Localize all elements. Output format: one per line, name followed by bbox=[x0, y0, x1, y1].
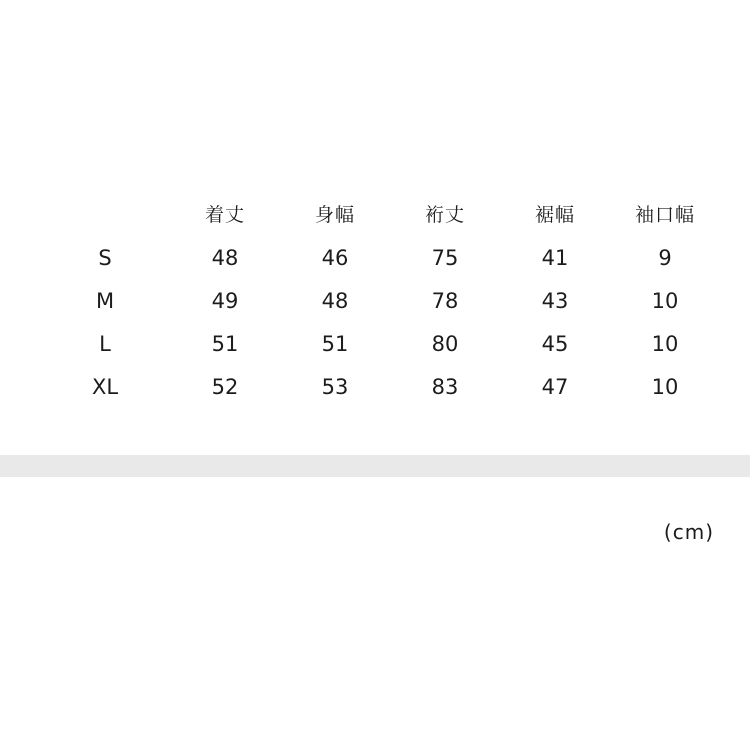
divider-band bbox=[0, 455, 750, 477]
cell-xl-length: 52 bbox=[211, 374, 239, 399]
table-row bbox=[40, 322, 720, 365]
cell-l-cuff-width: 10 bbox=[651, 331, 679, 356]
cell-m-length: 49 bbox=[211, 288, 239, 313]
column-header-sleeve-length: 裄丈 bbox=[424, 203, 465, 226]
cell-s-hem-width: 41 bbox=[541, 245, 569, 270]
cell-s-chest-width: 46 bbox=[321, 245, 349, 270]
cell-s-cuff-width: 9 bbox=[658, 245, 672, 270]
row-label-xl: XL bbox=[91, 374, 119, 399]
cell-xl-chest-width: 53 bbox=[321, 374, 349, 399]
column-header-chest-width: 身幅 bbox=[314, 203, 355, 226]
cell-m-chest-width: 48 bbox=[321, 288, 349, 313]
cell-l-hem-width: 45 bbox=[541, 331, 569, 356]
column-header-cuff-width: 袖口幅 bbox=[634, 203, 695, 226]
cell-xl-cuff-width: 10 bbox=[651, 374, 679, 399]
cell-xl-hem-width: 47 bbox=[541, 374, 569, 399]
column-header-hem-width: 裾幅 bbox=[534, 203, 575, 226]
size-chart-table bbox=[40, 190, 720, 408]
cell-m-cuff-width: 10 bbox=[651, 288, 679, 313]
cell-m-hem-width: 43 bbox=[541, 288, 569, 313]
column-header-size bbox=[40, 190, 170, 236]
row-label-m: M bbox=[95, 288, 115, 313]
cell-s-sleeve-length: 75 bbox=[431, 245, 459, 270]
column-header-length: 着丈 bbox=[204, 203, 245, 226]
cell-xl-sleeve-length: 83 bbox=[431, 374, 459, 399]
unit-note: (cm) bbox=[663, 520, 714, 544]
cell-m-sleeve-length: 78 bbox=[431, 288, 459, 313]
table-row bbox=[40, 279, 720, 322]
cell-l-chest-width: 51 bbox=[321, 331, 349, 356]
table-body bbox=[40, 236, 720, 408]
table-row bbox=[40, 365, 720, 408]
table-header bbox=[40, 190, 720, 236]
row-label-s: S bbox=[98, 245, 112, 270]
table-header-row bbox=[40, 190, 720, 236]
cell-l-length: 51 bbox=[211, 331, 239, 356]
table-row bbox=[40, 236, 720, 279]
cell-l-sleeve-length: 80 bbox=[431, 331, 459, 356]
cell-s-length: 48 bbox=[211, 245, 239, 270]
row-label-l: L bbox=[99, 331, 111, 356]
